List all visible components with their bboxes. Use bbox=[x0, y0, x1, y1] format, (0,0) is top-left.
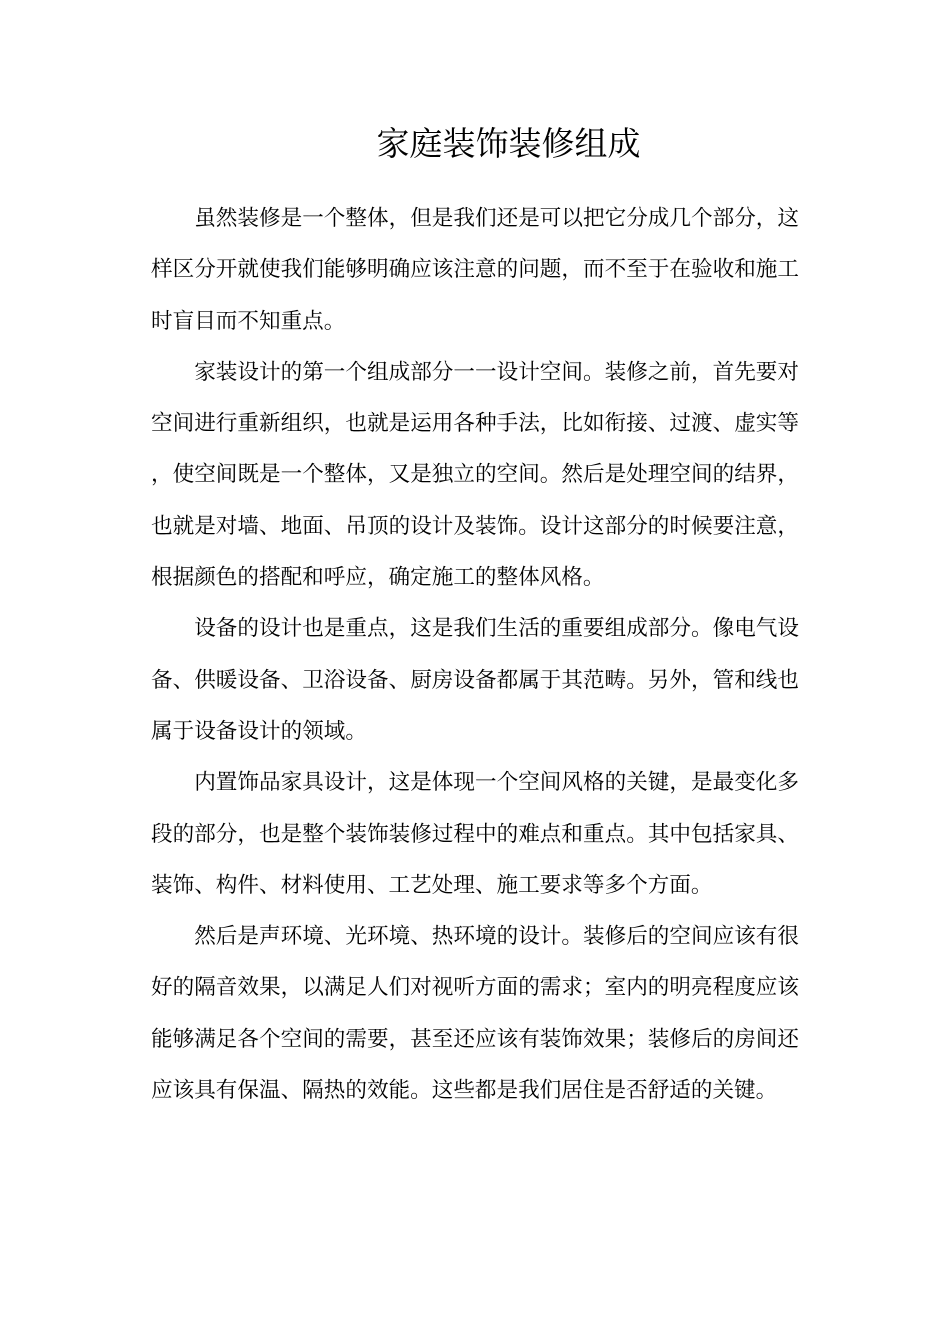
document-title: 家庭装饰装修组成 bbox=[376, 124, 641, 163]
paragraph-1: 虽然装修是一个整体，但是我们还是可以把它分成几个部分，这样区分开就使我们能够明确应该注意的问题，而不至于在验收和施工时盲目而不知重点。 bbox=[151, 206, 799, 334]
paragraph-2: 家装设计的第一个组成部分一一设计空间。装修之前，首先要对空间进行重新组织，也就是运用各种手法，比如衔接、过渡、虚实等，使空间既是一个整体，又是独立的空间。然后是处理空间的结界，也就是对墙、地面、吊顶的设计及装饰。设计这部分的时候要注意，根据颜色的搭配和呼应，确定施工的整体风格。 bbox=[151, 359, 799, 591]
paragraph-5: 然后是声环境、光环境、热环境的设计。装修后的空间应该有很好的隔音效果，以满足人们对视听方面的需求；室内的明亮程度应该能够满足各个空间的需要，甚至还应该有装饰效果；装修后的房间还应该具有保温、隔热的效能。这些都是我们居住是否舒适的关键。 bbox=[151, 924, 799, 1104]
paragraph-4: 内置饰品家具设计，这是体现一个空间风格的关键，是最变化多段的部分，也是整个装饰装修过程中的难点和重点。其中包括家具、装饰、构件、材料使用、工艺处理、施工要求等多个方面。 bbox=[151, 770, 799, 898]
paragraph-3: 设备的设计也是重点，这是我们生活的重要组成部分。像电气设备、供暖设备、卫浴设备、厨房设备都属于其范畴。另外，管和线也属于设备设计的领域。 bbox=[151, 616, 799, 744]
document-body bbox=[151, 193, 799, 1116]
